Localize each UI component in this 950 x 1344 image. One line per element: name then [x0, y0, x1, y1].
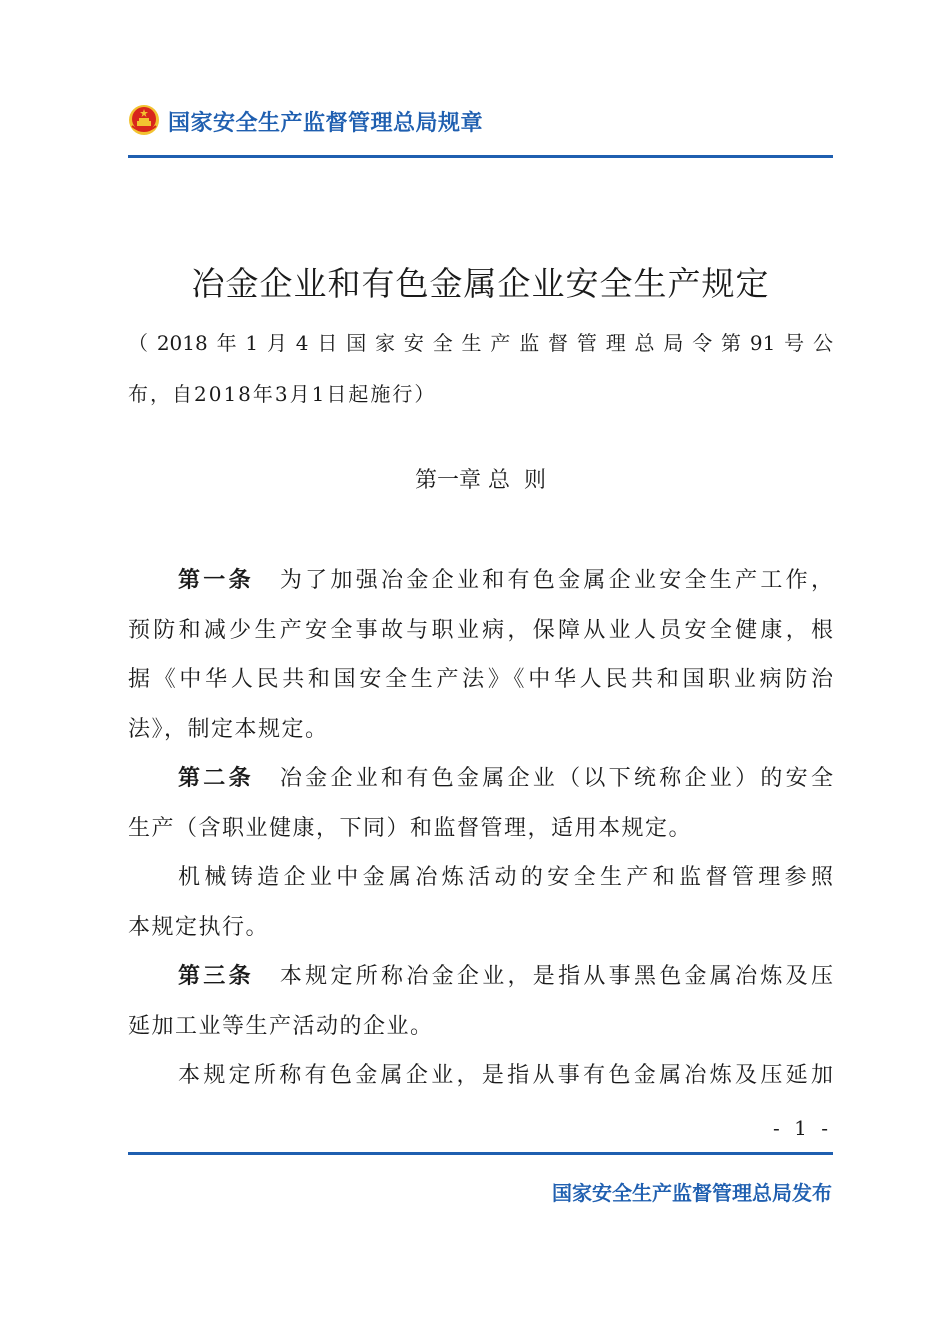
- article-2-label: 第二条: [178, 766, 254, 791]
- header-divider: [128, 155, 833, 158]
- article-2-paragraph2-line: 机械铸造企业中金属冶炼活动的安全生产和监督管理参照: [178, 865, 833, 890]
- article-1-line: 法》，制定本规定。: [128, 716, 329, 742]
- article-2-line: [128, 754, 833, 804]
- footer-publisher: 国家安全生产监督管理总局发布: [552, 1181, 832, 1205]
- subtitle-line: （2018年1月4日国家安全生产监督管理总局令第91号公: [128, 331, 833, 355]
- article-3-line: [128, 952, 833, 1002]
- page-header: [128, 102, 833, 142]
- national-emblem-icon: [128, 104, 160, 136]
- document-subtitle: [128, 318, 833, 420]
- article-3-label: 第三条: [178, 964, 254, 989]
- article-2-text: 冶金企业和有色金属企业（以下统称企业）的安全: [279, 766, 833, 791]
- article-1-line: 预防和减少生产安全事故与职业病，保障从业人员安全健康，根: [128, 617, 833, 643]
- subtitle-line: 布，自2018年3月1日起施行）: [128, 382, 437, 406]
- article-3-paragraph2-line: 本规定所称有色金属企业，是指从事有色金属冶炼及压延加: [178, 1063, 833, 1088]
- article-1-line: 据《中华人民共和国安全生产法》《中华人民共和国职业病防治: [128, 667, 833, 692]
- article-3-line: 延加工业等生产活动的企业。: [128, 1013, 434, 1039]
- article-1-text: 为了加强冶金企业和有色金属企业安全生产工作，: [279, 568, 833, 593]
- chapter-heading: 第一章 总 则: [415, 468, 546, 493]
- article-2-paragraph2-line: 本规定执行。: [128, 914, 270, 940]
- article-1-label: 第一条: [178, 568, 254, 593]
- footer-divider: [128, 1152, 833, 1155]
- header-title: 国家安全生产监督管理总局规章: [168, 111, 484, 136]
- document-body: [128, 556, 833, 1101]
- page-number: - 1 -: [773, 1116, 832, 1140]
- document-title: 冶金企业和有色金属企业安全生产规定: [191, 264, 770, 303]
- article-2-line: 生产（含职业健康，下同）和监督管理，适用本规定。: [128, 815, 693, 841]
- article-1-line: [128, 556, 833, 606]
- article-3-text: 本规定所称冶金企业，是指从事黑色金属冶炼及压: [279, 964, 833, 989]
